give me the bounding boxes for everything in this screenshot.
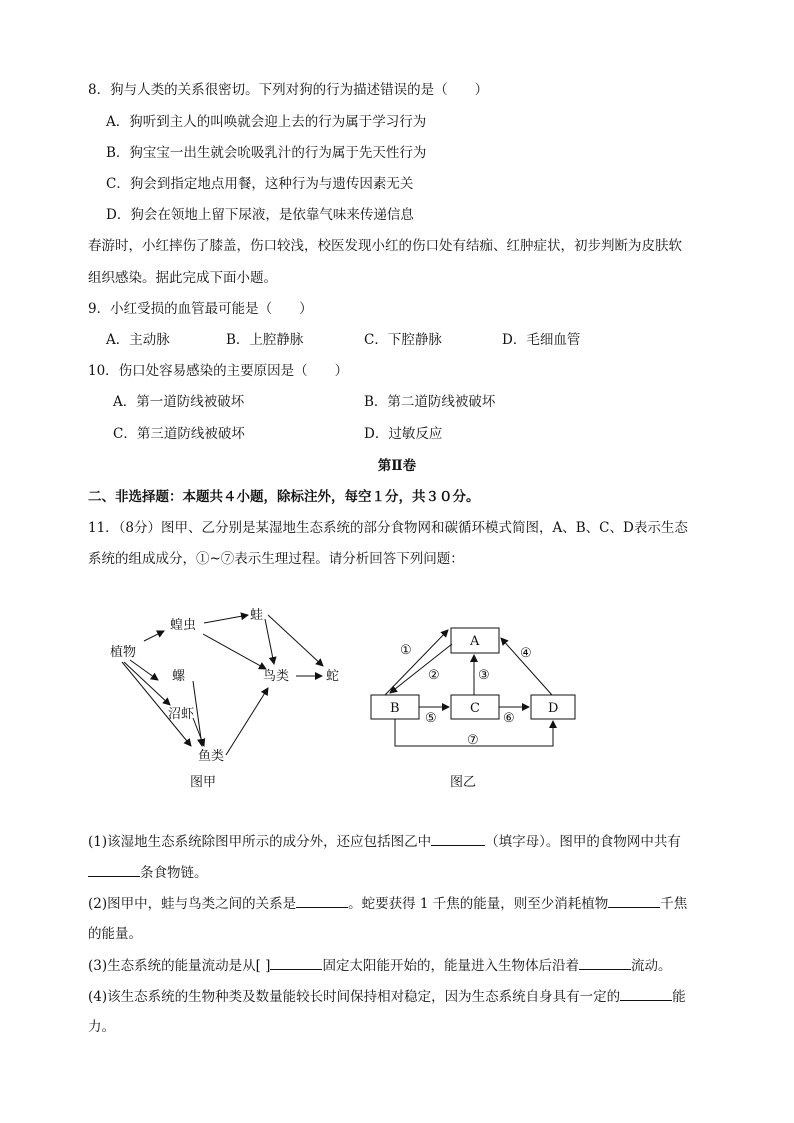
box-a-label: A [470,634,480,649]
q10-option-d: D．过敏反应 [364,426,443,442]
sub2-text-b: 。蛇要获得 1 千焦的能量，则至少消耗植物 [348,896,609,912]
sub4-line-1 [88,986,686,1007]
label-p5: ⑤ [425,711,437,726]
q10-stem: 10．伤口处容易感染的主要原因是（ ） [88,363,349,379]
sub4-blank-1[interactable] [620,986,672,1001]
sub2-line-1 [88,893,687,914]
sub3-text-c: 流动。 [630,958,672,974]
sub4-text-b: 能 [672,989,686,1005]
sub2-text-c: 千焦 [660,896,688,912]
q9-option-a: A．主动脉 [106,332,170,348]
q8-option-d: D．狗会在领地上留下尿液，是依靠气味来传递信息 [106,207,414,223]
sub3-text-b: 固定太阳能开始的，能量进入生物体后沿着 [322,958,579,974]
box-b-label: B [390,701,400,716]
label-p2: ② [428,668,440,683]
q8-stem: 8．狗与人类的关系很密切。下列对狗的行为描述错误的是（ ） [88,82,489,98]
node-snake: 蛇 [326,669,340,684]
q9-stem: 9．小红受损的血管最可能是（ ） [88,301,313,317]
arrow-plant-shrimp [124,662,170,705]
q10-option-c: C．第三道防线被破坏 [113,426,245,442]
q9-option-d: D．毛细血管 [502,332,581,348]
sub1-blank-2[interactable] [88,862,140,877]
sub3-blank-2[interactable] [579,955,631,970]
node-plant: 植物 [110,645,137,660]
context-line-1: 春游时，小红摔伤了膝盖，伤口较浅，校医发现小红的伤口处有结痂、红肿症状，初步判断为皮肤软 [88,238,682,254]
label-p4: ④ [520,646,532,661]
node-locust: 蝗虫 [170,618,197,633]
label-p7: ⑦ [467,733,479,748]
sub2-blank-2[interactable] [608,893,660,908]
sub1-line-1 [88,831,681,852]
part2-heading: 二、非选择题：本题共４小题，除标注外，每空１分，共３０分。 [88,489,480,505]
sub4-text-a: (4)该生态系统的生物种类及数量能较长时间保持相对稳定，因为生态系统自身具有一定的 [88,989,621,1005]
box-c-label: C [470,701,480,716]
arrow-plant-locust [144,631,164,641]
arrow-locust-frog [204,615,248,623]
sub1-text-b: （填字母）。图甲的食物网中共有 [485,834,681,850]
sub2-text-a: (2)图甲中，蛙与鸟类之间的关系是 [88,896,297,912]
node-snail: 螺 [172,669,186,684]
sub3-text-a: (3)生态系统的能量流动是从[ ] [88,958,271,974]
sub4-line-2: 力。 [88,1019,115,1035]
q10-option-b: B．第二道防线被破坏 [364,394,496,410]
label-p3: ③ [478,668,490,683]
box-d-label: D [548,701,559,716]
arrow-locust-bird [203,634,266,669]
figures-svg [100,598,600,798]
q8-option-c: C．狗会到指定地点用餐，这种行为与遗传因素无关 [106,176,414,192]
context-line-2: 组织感染。据此完成下面小题。 [88,270,277,286]
arrow-frog-bird [265,619,274,664]
q9-option-b: B．上腔静脉 [226,332,304,348]
sub1-text-c: 条食物链。 [140,865,208,881]
sub1-line-2 [88,862,208,883]
q8-option-a: A．狗听到主人的叫唤就会迎上去的行为属于学习行为 [106,114,427,130]
sub3-blank-1[interactable] [270,955,322,970]
food-web-arrows [122,615,323,755]
q8-option-b: B．狗宝宝一出生就会吮吸乳汁的行为属于先天性行为 [106,145,427,161]
q11-line-1: 11．（8分）图甲、乙分别是某湿地生态系统的部分食物网和碳循环模式简图，A、B、C、D表示生态 [88,520,688,536]
part2-title: 第Ⅱ卷 [377,458,417,474]
sub1-blank-1[interactable] [431,831,485,846]
sub1-text-a: (1)该湿地生态系统除图甲所示的成分外，还应包括图乙中 [88,834,432,850]
q10-option-a: A．第一道防线被破坏 [113,394,245,410]
q11-line-2: 系统的组成成分，①~⑦表示生理过程。请分析回答下列问题： [88,551,464,567]
node-frog: 蛙 [250,608,264,623]
arrow-frog-snake [268,615,323,666]
sub2-line-2: 的能量。 [88,926,142,942]
figures [100,598,600,802]
node-bird: 鸟类 [263,669,290,684]
label-p1: ① [400,643,412,658]
sub3-line [88,955,671,976]
arrow-1-b-to-a [385,630,448,695]
node-shrimp: 沼虾 [168,707,195,722]
label-p6: ⑥ [503,711,515,726]
node-fish: 鱼类 [198,749,225,764]
fig-yi-caption: 图乙 [450,775,477,790]
q9-option-c: C．下腔静脉 [364,332,442,348]
arrow-fish-bird [226,688,268,755]
sub2-blank-1[interactable] [296,893,348,908]
fig-jia-caption: 图甲 [190,775,217,790]
